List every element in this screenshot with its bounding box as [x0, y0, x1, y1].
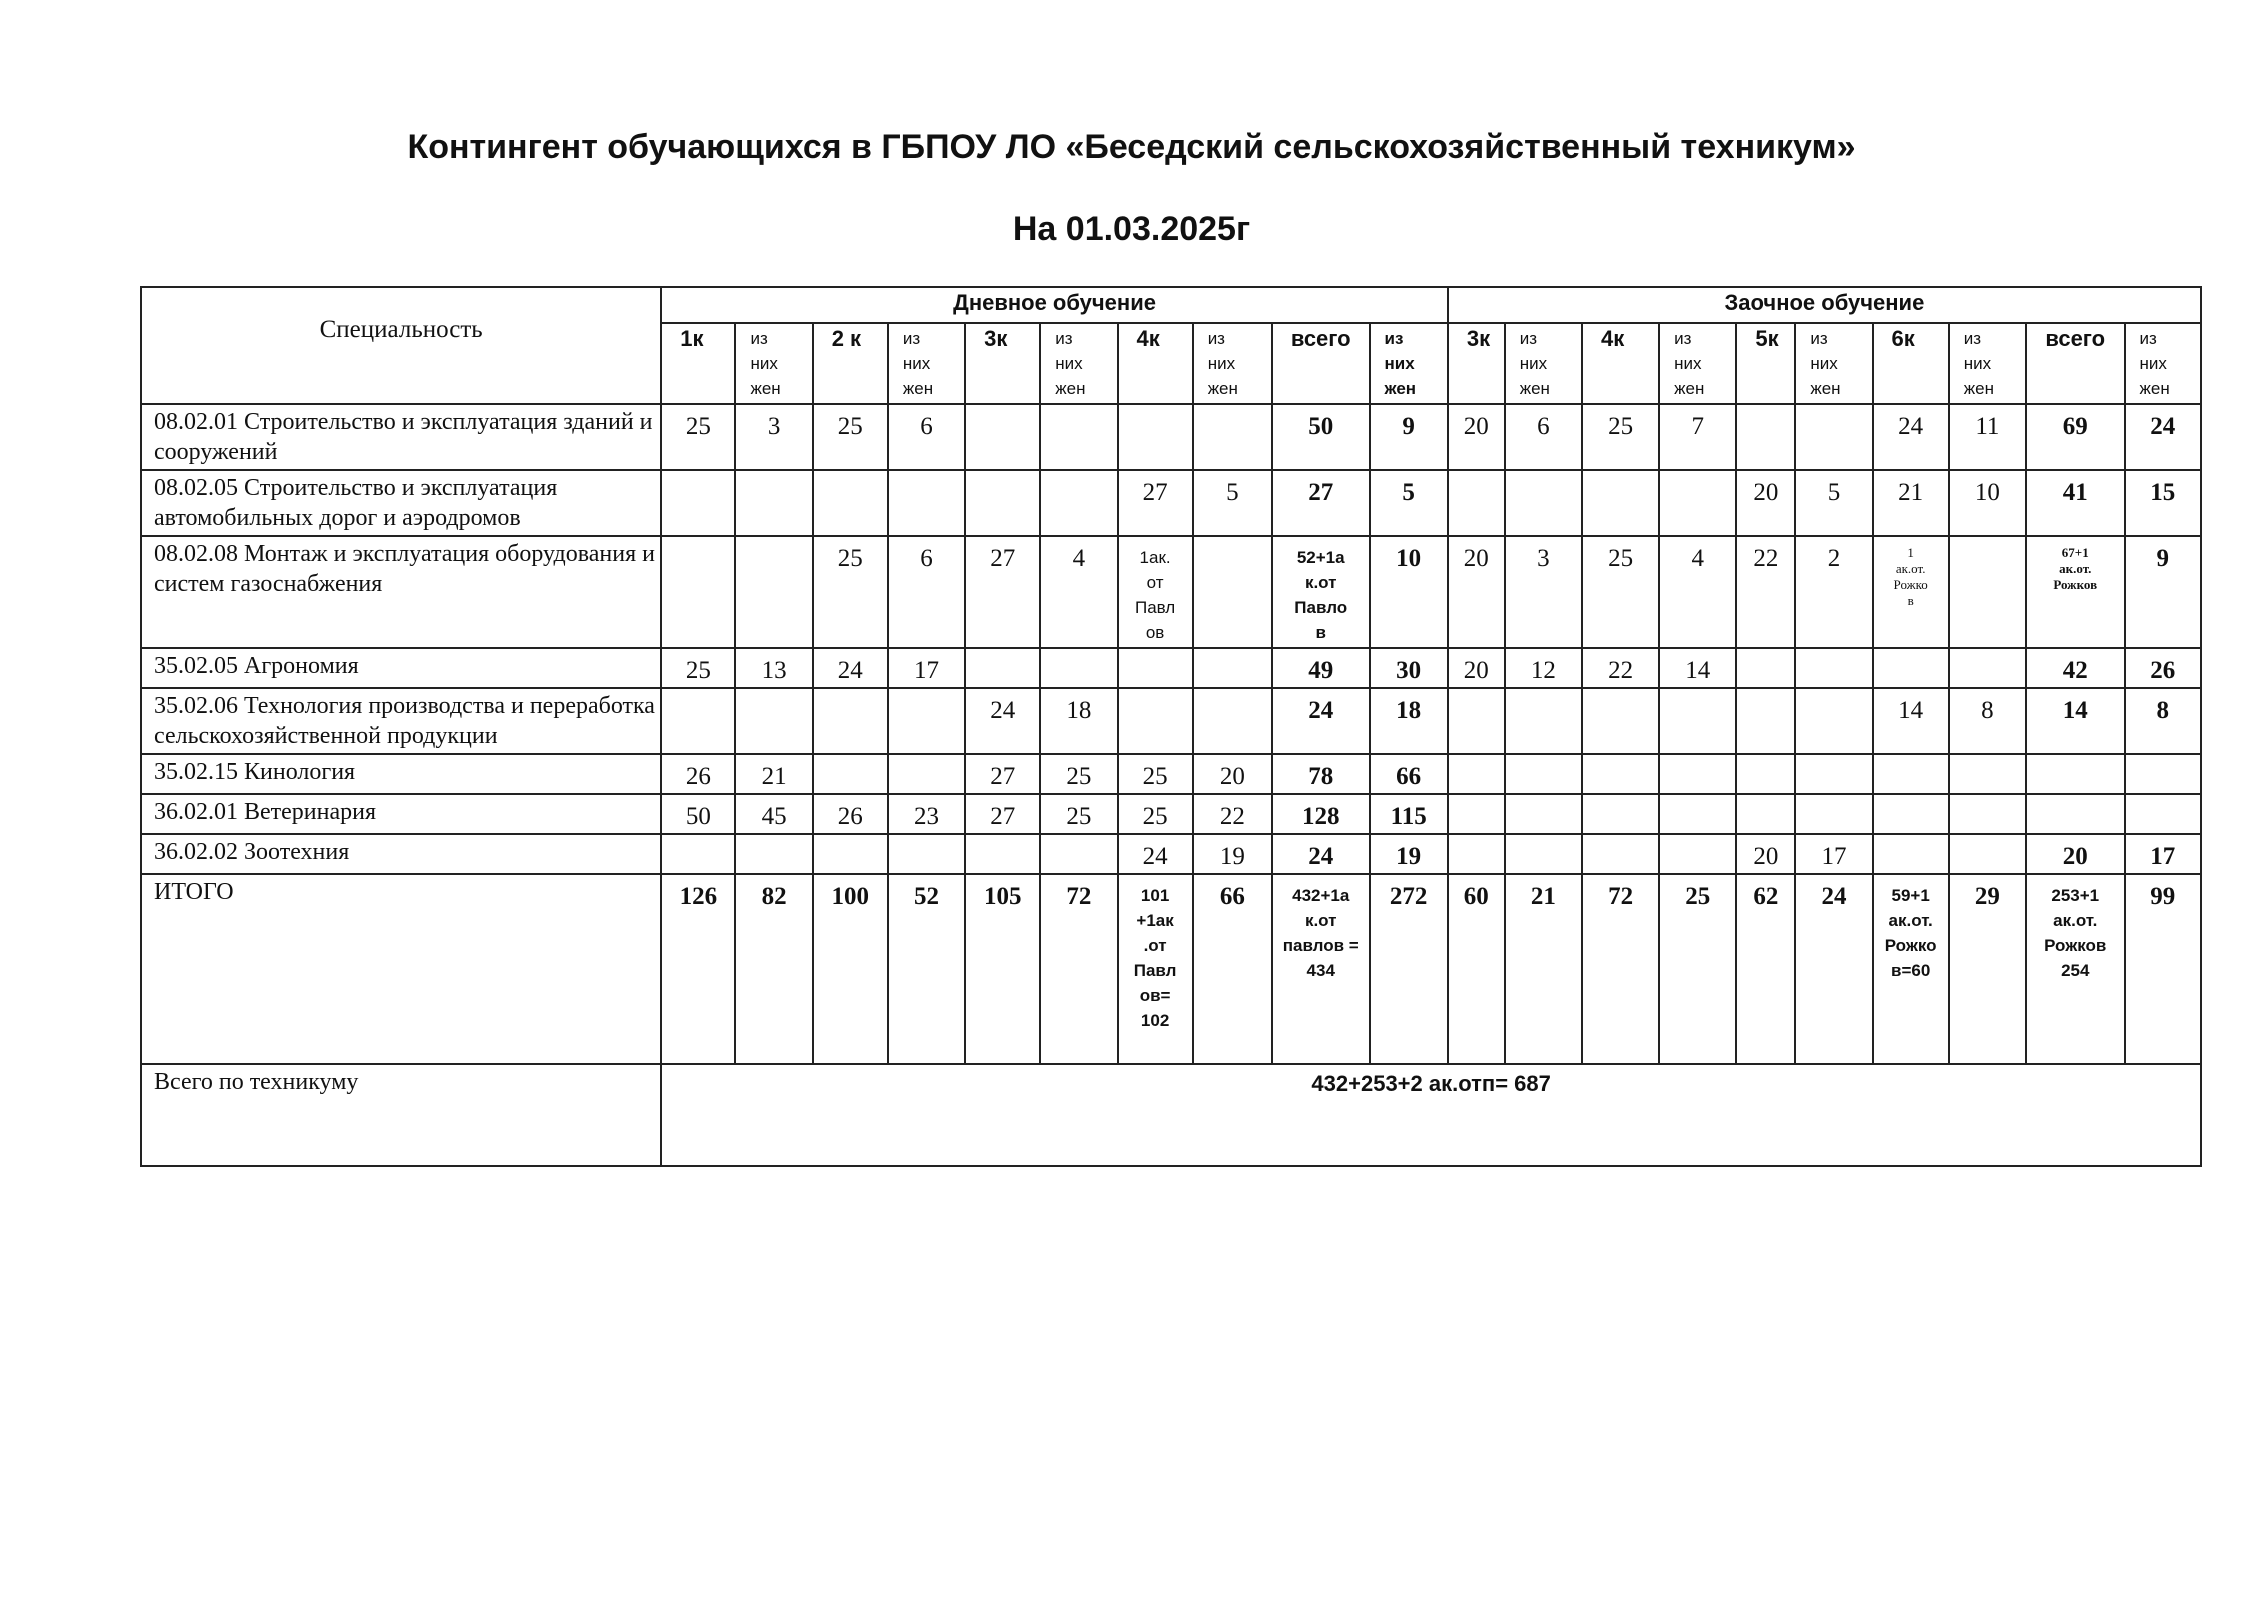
table-cell: 67+1 ак.от. Рожков — [2026, 536, 2125, 648]
table-cell: 17 — [1795, 834, 1872, 874]
table-cell: 25 — [1040, 754, 1117, 794]
corr-3-col-header: 5к — [1736, 323, 1795, 404]
table-cell: 69 — [2026, 404, 2125, 470]
specialty-name: 36.02.02 Зоотехния — [141, 834, 661, 874]
table-cell — [1873, 754, 1949, 794]
table-row — [141, 536, 2201, 648]
grand-total-row — [141, 1064, 2201, 1166]
table-cell — [813, 834, 888, 874]
table-cell: 25 — [1118, 754, 1193, 794]
table-cell — [1505, 834, 1582, 874]
day-2-col-header: 2 к — [813, 323, 888, 404]
table-cell: 24 — [1795, 874, 1872, 1064]
table-row — [141, 404, 2201, 470]
table-cell: 24 — [1272, 688, 1370, 754]
table-cell: 12 — [1505, 648, 1582, 688]
table-cell — [735, 834, 812, 874]
table-cell: 50 — [661, 794, 735, 834]
specialty-name: 08.02.05 Строительство и эксплуатация автомобильных дорог и аэродромов — [141, 470, 661, 536]
corr-3-women-col-header: из них жен — [1795, 323, 1872, 404]
table-cell — [661, 834, 735, 874]
table-cell — [813, 470, 888, 536]
table-cell — [1193, 404, 1272, 470]
table-cell: 26 — [2125, 648, 2201, 688]
table-cell — [1040, 404, 1117, 470]
table-cell — [1736, 794, 1795, 834]
table-cell: 49 — [1272, 648, 1370, 688]
table-cell — [1659, 834, 1736, 874]
table-cell: 17 — [2125, 834, 2201, 874]
table-cell — [735, 536, 812, 648]
table-cell: 24 — [2125, 404, 2201, 470]
table-cell: 25 — [1582, 404, 1659, 470]
table-cell: 20 — [1448, 648, 1505, 688]
table-cell: 22 — [1736, 536, 1795, 648]
contingent-table — [140, 286, 2202, 1167]
table-cell — [1736, 688, 1795, 754]
table-cell — [813, 754, 888, 794]
specialty-name: 08.02.08 Монтаж и эксплуатация оборудования и систем газоснабжения — [141, 536, 661, 648]
table-cell — [1736, 404, 1795, 470]
table-cell — [1118, 688, 1193, 754]
total-row — [141, 874, 2201, 1064]
table-cell — [1193, 648, 1272, 688]
grand-total-label: Всего по техникуму — [141, 1064, 661, 1166]
table-cell — [1873, 794, 1949, 834]
table-cell: 1ак. от Павл ов — [1118, 536, 1193, 648]
table-cell — [1736, 754, 1795, 794]
day-2-women-col-header: из них жен — [888, 323, 965, 404]
table-cell: 21 — [1505, 874, 1582, 1064]
table-cell: 72 — [1582, 874, 1659, 1064]
table-cell — [813, 688, 888, 754]
table-cell: 27 — [1118, 470, 1193, 536]
table-cell — [1949, 794, 2026, 834]
table-cell — [1448, 754, 1505, 794]
table-cell: 41 — [2026, 470, 2125, 536]
table-cell — [1659, 794, 1736, 834]
table-cell: 24 — [1118, 834, 1193, 874]
table-cell — [965, 648, 1040, 688]
table-cell — [965, 470, 1040, 536]
table-cell: 105 — [965, 874, 1040, 1064]
table-cell: 5 — [1193, 470, 1272, 536]
table-cell — [1949, 536, 2026, 648]
table-row — [141, 648, 2201, 688]
table-cell: 27 — [965, 754, 1040, 794]
table-cell — [1582, 754, 1659, 794]
table-cell: 15 — [2125, 470, 2201, 536]
specialty-name: 35.02.05 Агрономия — [141, 648, 661, 688]
day-3-col-header: 3к — [965, 323, 1040, 404]
table-cell — [1659, 754, 1736, 794]
table-cell: 21 — [1873, 470, 1949, 536]
table-row — [141, 470, 2201, 536]
day-1-women-col-header: из них жен — [735, 323, 812, 404]
table-cell: 42 — [2026, 648, 2125, 688]
table-cell: 13 — [735, 648, 812, 688]
table-cell: 23 — [888, 794, 965, 834]
table-cell: 19 — [1193, 834, 1272, 874]
specialty-name: 08.02.01 Строительство и эксплуатация зданий и сооружений — [141, 404, 661, 470]
table-cell — [1118, 648, 1193, 688]
table-row — [141, 834, 2201, 874]
table-cell — [1582, 688, 1659, 754]
table-cell: 27 — [965, 536, 1040, 648]
table-cell: 14 — [2026, 688, 2125, 754]
table-cell: 17 — [888, 648, 965, 688]
day-study-header: Дневное обучение — [661, 287, 1448, 323]
table-cell: 14 — [1659, 648, 1736, 688]
table-cell — [1505, 688, 1582, 754]
table-cell: 59+1 ак.от. Рожко в=60 — [1873, 874, 1949, 1064]
table-cell — [1040, 834, 1117, 874]
day-4-col-header: 4к — [1118, 323, 1193, 404]
table-cell: 20 — [1736, 834, 1795, 874]
table-cell — [1505, 754, 1582, 794]
table-cell: 24 — [965, 688, 1040, 754]
table-cell — [1949, 834, 2026, 874]
table-cell — [661, 470, 735, 536]
table-cell — [965, 834, 1040, 874]
table-cell: 4 — [1040, 536, 1117, 648]
table-cell: 19 — [1370, 834, 1448, 874]
table-cell: 24 — [1272, 834, 1370, 874]
table-cell — [1505, 794, 1582, 834]
table-cell: 25 — [1118, 794, 1193, 834]
table-cell: 26 — [813, 794, 888, 834]
table-cell — [1193, 536, 1272, 648]
table-row — [141, 688, 2201, 754]
table-cell: 62 — [1736, 874, 1795, 1064]
table-row — [141, 794, 2201, 834]
table-cell: 100 — [813, 874, 888, 1064]
day-3-women-col-header: из них жен — [1040, 323, 1117, 404]
table-cell — [888, 834, 965, 874]
table-cell — [1118, 404, 1193, 470]
table-cell — [1736, 648, 1795, 688]
table-cell: 432+1а к.от павлов = 434 — [1272, 874, 1370, 1064]
table-cell: 25 — [1582, 536, 1659, 648]
table-cell: 7 — [1659, 404, 1736, 470]
grand-total-value: 432+253+2 ак.отп= 687 — [661, 1064, 2201, 1166]
table-cell: 50 — [1272, 404, 1370, 470]
page-subtitle: На 01.03.2025г — [1012, 210, 1251, 248]
table-cell: 20 — [1193, 754, 1272, 794]
table-cell: 25 — [661, 404, 735, 470]
table-cell: 27 — [965, 794, 1040, 834]
specialty-name: 35.02.15 Кинология — [141, 754, 661, 794]
specialty-name: 35.02.06 Технология производства и переработка сельскохозяйственной продукции — [141, 688, 661, 754]
table-cell — [1873, 648, 1949, 688]
table-cell — [1659, 688, 1736, 754]
table-cell: 3 — [1505, 536, 1582, 648]
table-cell: 253+1 ак.от. Рожков 254 — [2026, 874, 2125, 1064]
table-cell: 25 — [813, 404, 888, 470]
table-cell: 22 — [1193, 794, 1272, 834]
table-cell — [1659, 470, 1736, 536]
corr-5-women-col-header: из них жен — [2125, 323, 2201, 404]
table-cell — [661, 536, 735, 648]
table-cell — [1873, 834, 1949, 874]
table-cell: 6 — [888, 404, 965, 470]
table-cell — [2125, 754, 2201, 794]
table-cell: 8 — [2125, 688, 2201, 754]
table-cell: 24 — [1873, 404, 1949, 470]
corr-2-col-header: 4к — [1582, 323, 1659, 404]
correspondence-study-header: Заочное обучение — [1448, 287, 2201, 323]
day-5-col-header: всего — [1272, 323, 1370, 404]
table-cell — [1040, 470, 1117, 536]
table-cell: 11 — [1949, 404, 2026, 470]
table-cell: 72 — [1040, 874, 1117, 1064]
table-cell: 25 — [1659, 874, 1736, 1064]
table-cell — [965, 404, 1040, 470]
table-cell: 6 — [1505, 404, 1582, 470]
table-cell — [1448, 470, 1505, 536]
table-cell — [1448, 794, 1505, 834]
table-cell: 25 — [661, 648, 735, 688]
table-cell — [1582, 834, 1659, 874]
table-cell — [1582, 794, 1659, 834]
table-cell: 4 — [1659, 536, 1736, 648]
table-cell: 60 — [1448, 874, 1505, 1064]
table-cell — [2125, 794, 2201, 834]
table-cell: 22 — [1582, 648, 1659, 688]
table-cell: 8 — [1949, 688, 2026, 754]
table-cell — [1505, 470, 1582, 536]
table-cell: 18 — [1040, 688, 1117, 754]
table-cell: 6 — [888, 536, 965, 648]
table-cell: 82 — [735, 874, 812, 1064]
table-cell: 66 — [1370, 754, 1448, 794]
table-cell: 101 +1ак .от Павл ов= 102 — [1118, 874, 1193, 1064]
table-cell: 21 — [735, 754, 812, 794]
table-cell: 25 — [1040, 794, 1117, 834]
table-cell — [888, 754, 965, 794]
table-cell: 30 — [1370, 648, 1448, 688]
table-cell: 29 — [1949, 874, 2026, 1064]
table-cell: 9 — [2125, 536, 2201, 648]
table-cell: 5 — [1370, 470, 1448, 536]
table-cell: 20 — [1448, 404, 1505, 470]
table-cell: 45 — [735, 794, 812, 834]
table-cell: 20 — [1736, 470, 1795, 536]
table-cell: 126 — [661, 874, 735, 1064]
table-cell: 2 — [1795, 536, 1872, 648]
table-cell: 272 — [1370, 874, 1448, 1064]
table-cell: 52+1а к.от Павло в — [1272, 536, 1370, 648]
corr-2-women-col-header: из них жен — [1659, 323, 1736, 404]
table-cell: 27 — [1272, 470, 1370, 536]
table-cell — [1795, 404, 1872, 470]
table-cell — [1795, 754, 1872, 794]
corr-1-col-header: 3к — [1448, 323, 1505, 404]
table-cell — [1795, 688, 1872, 754]
corr-4-col-header: 6к — [1873, 323, 1949, 404]
table-cell: 10 — [1370, 536, 1448, 648]
table-cell: 99 — [2125, 874, 2201, 1064]
table-cell — [1949, 754, 2026, 794]
day-5-women-col-header: из них жен — [1370, 323, 1448, 404]
table-cell — [1949, 648, 2026, 688]
corr-1-women-col-header: из них жен — [1505, 323, 1582, 404]
table-cell: 24 — [813, 648, 888, 688]
table-cell — [1040, 648, 1117, 688]
corr-5-col-header: всего — [2026, 323, 2125, 404]
table-cell — [2026, 794, 2125, 834]
table-cell — [1448, 834, 1505, 874]
table-cell — [888, 688, 965, 754]
table-cell: 18 — [1370, 688, 1448, 754]
table-cell: 25 — [813, 536, 888, 648]
table-cell — [1448, 688, 1505, 754]
table-cell: 20 — [1448, 536, 1505, 648]
specialty-header: Специальность — [141, 287, 661, 404]
table-cell — [2026, 754, 2125, 794]
table-cell — [735, 470, 812, 536]
table-cell: 9 — [1370, 404, 1448, 470]
table-cell — [888, 470, 965, 536]
table-cell: 115 — [1370, 794, 1448, 834]
table-cell — [1193, 688, 1272, 754]
specialty-name: 36.02.01 Ветеринария — [141, 794, 661, 834]
table-cell: 14 — [1873, 688, 1949, 754]
table-cell — [661, 688, 735, 754]
table-cell: 66 — [1193, 874, 1272, 1064]
table-cell — [735, 688, 812, 754]
table-cell: 26 — [661, 754, 735, 794]
table-cell: 3 — [735, 404, 812, 470]
day-1-col-header: 1к — [661, 323, 735, 404]
corr-4-women-col-header: из них жен — [1949, 323, 2026, 404]
table-cell — [1582, 470, 1659, 536]
day-4-women-col-header: из них жен — [1193, 323, 1272, 404]
table-cell: 1 ак.от. Рожко в — [1873, 536, 1949, 648]
table-cell: 128 — [1272, 794, 1370, 834]
table-cell: 5 — [1795, 470, 1872, 536]
table-row — [141, 754, 2201, 794]
table-cell: 10 — [1949, 470, 2026, 536]
page-title: Контингент обучающихся в ГБПОУ ЛО «Беседский сельскохозяйственный техникум» — [407, 128, 1856, 166]
table-cell: 52 — [888, 874, 965, 1064]
table-cell — [1795, 794, 1872, 834]
table-cell: 78 — [1272, 754, 1370, 794]
table-cell — [1795, 648, 1872, 688]
table-cell: 20 — [2026, 834, 2125, 874]
specialty-name: ИТОГО — [141, 874, 661, 1064]
